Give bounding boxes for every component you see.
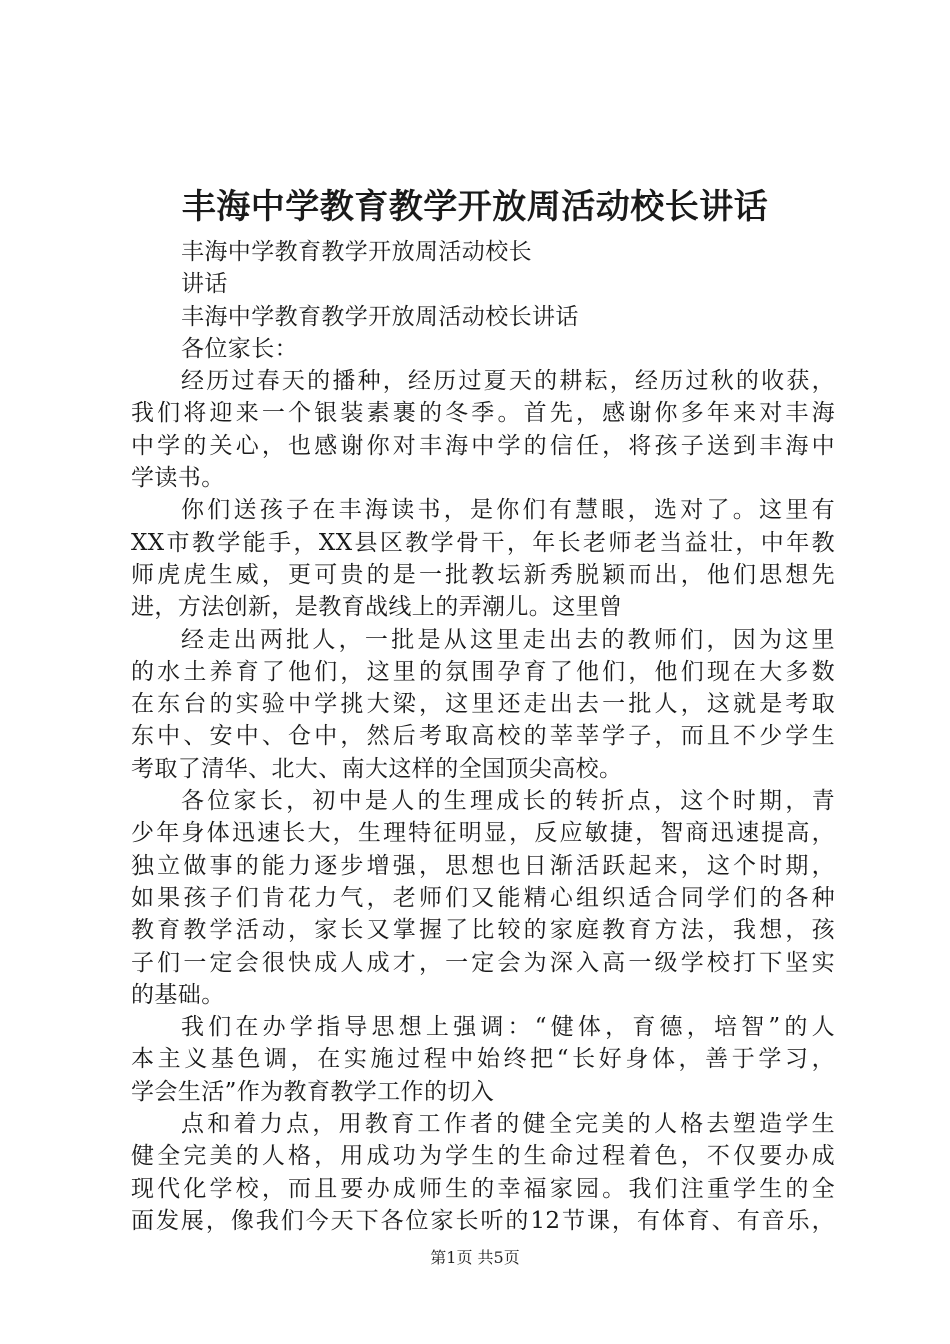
text-line: 的基础。 [131, 981, 225, 1008]
text-line: 点和着力点，用教育工作者的健全完美的人格去塑造学生 [181, 1111, 835, 1138]
text-line: 少年身体迅速长大，生理特征明显，反应敏捷，智商迅速提高， [131, 820, 835, 847]
text-line: 经走出两批人，一批是从这里走出去的教师们，因为这里 [181, 626, 835, 653]
text-line: 教育教学活动，家长又掌握了比较的家庭教育方法，我想，孩 [131, 917, 835, 944]
text-line: 讲话 [181, 271, 228, 298]
text-line: 独立做事的能力逐步增强，思想也日渐活跃起来，这个时期， [131, 852, 835, 879]
page-footer: 第1页 共5页 [430, 1248, 520, 1267]
text-line: 丰海中学教育教学开放周活动校长讲话 [181, 303, 579, 330]
text-line: 学会生活”作为教育教学工作的切入 [131, 1078, 495, 1105]
text-line: 在东台的实验中学挑大梁，这里还走出去一批人，这就是考取 [131, 691, 835, 718]
text-line: 我们将迎来一个银装素裹的冬季。首先，感谢你多年来对丰海 [131, 400, 835, 427]
text-line: XX市教学能手，XX县区教学骨干，年长老师老当益壮，中年教 [131, 529, 835, 556]
text-line: 我们在办学指导思想上强调：“健体，育德，培智”的人 [181, 1014, 835, 1041]
text-line: 如果孩子们肯花力气，老师们又能精心组织适合同学们的各种 [131, 884, 835, 911]
text-line: 现代化学校，而且要办成师生的幸福家园。我们注重学生的全 [131, 1175, 835, 1202]
text-line: 东中、安中、仓中，然后考取高校的莘莘学子，而且不少学生 [131, 723, 835, 750]
text-line: 本主义基色调，在实施过程中始终把“长好身体，善于学习， [131, 1046, 835, 1073]
text-line: 进，方法创新，是教育战线上的弄潮儿。这里曾 [131, 594, 623, 621]
text-line: 师虎虎生威，更可贵的是一批教坛新秀脱颖而出，他们思想先 [131, 561, 835, 588]
text-line: 考取了清华、北大、南大这样的全国顶尖高校。 [131, 755, 623, 782]
text-line: 各位家长，初中是人的生理成长的转折点，这个时期，青 [181, 788, 835, 815]
text-line: 你们送孩子在丰海读书，是你们有慧眼，选对了。这里有 [181, 497, 835, 524]
text-line: 子们一定会很快成人成才，一定会为深入高一级学校打下坚实 [131, 949, 835, 976]
text-line: 学读书。 [131, 465, 225, 492]
text-line: 健全完美的人格，用成功为学生的生命过程着色，不仅要办成 [131, 1143, 835, 1170]
text-line: 中学的关心，也感谢你对丰海中学的信任，将孩子送到丰海中 [131, 432, 835, 459]
text-line: 面发展，像我们今天下各位家长听的12节课，有体育、有音乐， [131, 1207, 835, 1234]
text-line: 经历过春天的播种，经历过夏天的耕耘，经历过秋的收获， [181, 368, 835, 395]
text-line: 的水土养育了他们，这里的氛围孕育了他们，他们现在大多数 [131, 658, 835, 685]
document-title: 丰海中学教育教学开放周活动校长讲话 [181, 187, 769, 227]
text-line: 丰海中学教育教学开放周活动校长 [181, 239, 532, 265]
document-body [131, 236, 835, 1237]
text-line: 各位家长： [181, 335, 298, 362]
